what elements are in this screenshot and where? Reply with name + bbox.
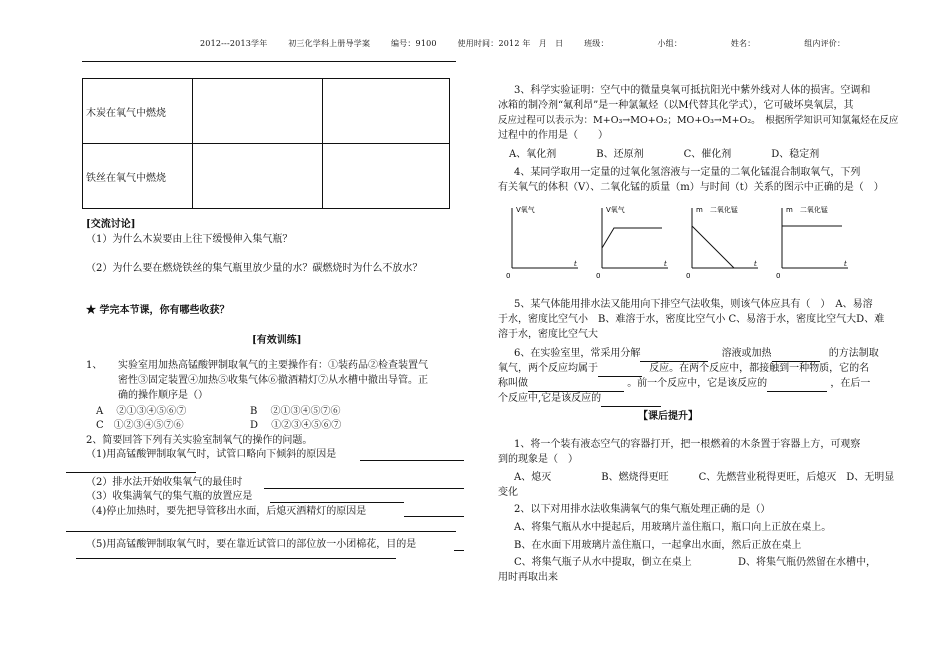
training-q2-3: （3）收集满氧气的集气瓶的放置应是 [86,491,253,502]
header-name: 姓名： [730,39,756,48]
table-cell [193,144,323,209]
table-cell [193,79,323,144]
q4-line2: 有关氧气的体积（V）、二氧化锰的质量（m）与时间（t）关系的图示中正确的是（ ） [498,182,884,193]
q6-text: 6、在实验室里，常采用分解 [514,348,641,359]
training-q1-num: 1、 [86,360,103,371]
q3-line4: 过程中的作用是（ ） [498,130,608,141]
option-a: A ②①③④⑤⑥⑦ [96,406,187,417]
header-course: 初三化学科上册导学案 [288,39,371,48]
t-label: t [754,260,757,268]
answer-blank [767,377,827,392]
header-class: 班级： [584,39,609,48]
origin-label: 0 [776,272,781,280]
chart-c [680,200,760,280]
training-q2: 2、简要回答下列有关实验室制氧气的操作的问题。 [86,435,313,446]
p2-question: 2、以下对用排水法收集满氧气的集气瓶处理正确的是（） [514,504,771,515]
answer-blank [772,347,820,362]
chart-d-label: m 二氧化锰 [786,206,828,214]
header-group: 小组： [657,39,683,48]
chart-b-label: V氧气 [606,206,625,214]
chart-d [770,200,850,280]
training-q1-line1: 实验室用加热高锰酸钾制取氧气的主要操作有：①装药品②检查装置气 [118,360,428,371]
training-q2-5: （5)用高锰酸钾制取氧气时，要在靠近试管口的部位放一小团棉花，目的是 [86,539,417,550]
training-q1-line3: 确的操作顺序是（） [118,390,208,401]
p1-options-cont: 变化 [498,487,518,498]
q3-line3: 反应过程可以表示为：M+O₃→MO+O₂；MO+O₃→M+O₂。 根据所学知识可知氯氟烃在反应 [498,115,899,126]
answer-blank [360,460,464,461]
p1-line1: 1、将一个装有液态空气的容器打开，把一根燃着的木条置于容器上方，可观察 [514,439,861,450]
q3-line1: 3、科学实验证明：空气中的微量臭氧可抵抗阳光中紫外线对人体的损害。空调和 [514,85,871,96]
p2-option-b: B、在水面下用玻璃片盖住瓶口，一起拿出水面，然后正放在桌上 [514,540,802,551]
q6-text: 的方法制取 [828,348,879,359]
chart-c-curve [692,226,734,268]
chart-b-curve [602,228,662,248]
header-rule [82,61,456,62]
training-title: [有效训练] [252,335,302,346]
experiment-table [82,78,450,209]
discussion-q2: （2）为什么要在燃烧铁丝的集气瓶里放少量的水？碳燃烧时为什么不放水？ [86,263,423,274]
discussion-q1: （1）为什么木炭要由上往下缓慢伸入集气瓶？ [86,234,293,245]
q6-text: ，在后一 [830,378,871,389]
header-eval: 组内评价： [804,39,846,48]
chart-c-label: m 二氧化锰 [696,206,738,214]
answer-blank [264,488,464,489]
chart-a [500,200,580,280]
origin-label: 0 [596,272,601,280]
q6-text: 称叫做 [498,378,528,389]
p1-options: A、熄灭 B、燃烧得更旺 C、先燃营业税得更旺，后熄灭 D、无明显 [514,472,895,483]
answer-blank [66,472,196,473]
q3-options: A、氧化剂 B、还原剂 C、催化剂 D、稳定剂 [509,149,820,160]
p2-option-d: D、将集气瓶仍然留在水槽中， [738,557,877,568]
chart-c-svg [680,200,760,280]
answer-blank [270,502,404,503]
header-year: 2012---2013学年 [200,39,268,48]
p2-option-d-cont: 用时再取出来 [498,572,558,583]
answer-blank [76,558,396,559]
answer-blank [601,392,661,407]
header-date: 使用时间：2012 年 月 日 [457,39,564,48]
table-cell: 铁丝在氧气中燃烧 [83,144,193,209]
t-label: t [664,260,667,268]
discussion-title: [交流讨论] [86,219,136,230]
p2-option-c: C、将集气瓶子从水中提取，倒立在桌上 [514,557,692,568]
t-label: t [844,260,847,268]
chart-a-svg [500,200,580,280]
q5-line2: 于水，密度比空气小 B、难溶于水，密度比空气小 C、易溶于水，密度比空气大D、难 [498,314,885,325]
q6-line1 [514,347,879,362]
table-cell: 木炭在氧气中燃烧 [83,79,193,144]
p2-option-a: A、将集气瓶从水中提起后，用玻璃片盖住瓶口，瓶口向上正放在桌上。 [514,522,832,533]
q6-text: 。前一个反应中，它是该反应的 [627,378,768,389]
p1-line2: 到的现象是（ ） [498,454,578,465]
q6-text: 个反应中,它是该反应的 [498,393,602,404]
q6-text: 反应。在两个反应中，都接触到一种物质，它的名 [649,363,870,374]
option-d: D ①②③④⑤⑥⑦ [250,420,342,431]
q5-line3: 溶于水，密度比空气大 [498,329,598,340]
answer-blank [640,347,708,362]
training-q1-line2: 密性③固定装置④加热⑤收集气体⑥撤酒精灯⑦从水槽中撤出导管。正 [118,375,428,386]
chart-b-svg [590,200,670,280]
chart-a-label: V氧气 [516,206,535,214]
chart-b [590,200,670,280]
answer-blank [528,377,624,392]
table-row [83,79,450,144]
answer-blank [404,516,464,517]
q6-line3 [498,377,870,392]
t-label: t [574,260,577,268]
q4-line1: 4、某同学取用一定量的过氧化氢溶液与一定量的二氧化锰混合制取氧气，下列 [514,167,861,178]
q5-line1: 5、某气体能用排水法又能用向下排空气法收集，则该气体应具有（ ） A、易溶 [514,299,873,310]
option-b: B ②①③④⑤⑦⑥ [250,406,341,417]
training-q2-2: （2）排水法开始收集氧气的最佳时 [86,477,243,488]
table-cell [323,79,450,144]
after-class-title: 【课后提升】 [638,411,698,422]
q6-line2 [498,362,869,377]
training-q2-4: （4)停止加热时，要先把导管移出水面，后熄灭酒精灯的原因是 [86,506,367,517]
table-cell [323,144,450,209]
training-q2-1: （1)用高锰酸钾制取氧气时，试管口略向下倾斜的原因是 [86,449,337,460]
chart-d-svg [770,200,850,280]
summary-prompt: ★ 学完本节课，你有哪些收获？ [86,305,230,316]
q3-line2: 冰箱的制冷剂“氟利昂”是一种氯氟烃（以M代替其化学式），它可破坏臭氧层，其 [498,100,854,111]
answer-blank [454,550,464,551]
page-header [200,38,863,49]
header-number: 编号：9100 [390,39,437,48]
q6-text: 氧气，两个反应均属于 [498,363,598,374]
origin-label: 0 [686,272,691,280]
option-c: C ①②③④⑤⑦⑥ [96,420,184,431]
q6-text: 溶液或加热 [721,348,772,359]
answer-blank [66,531,456,532]
q6-line4 [498,392,661,407]
table-row [83,144,450,209]
origin-label: 0 [506,272,511,280]
answer-blank [598,362,642,377]
